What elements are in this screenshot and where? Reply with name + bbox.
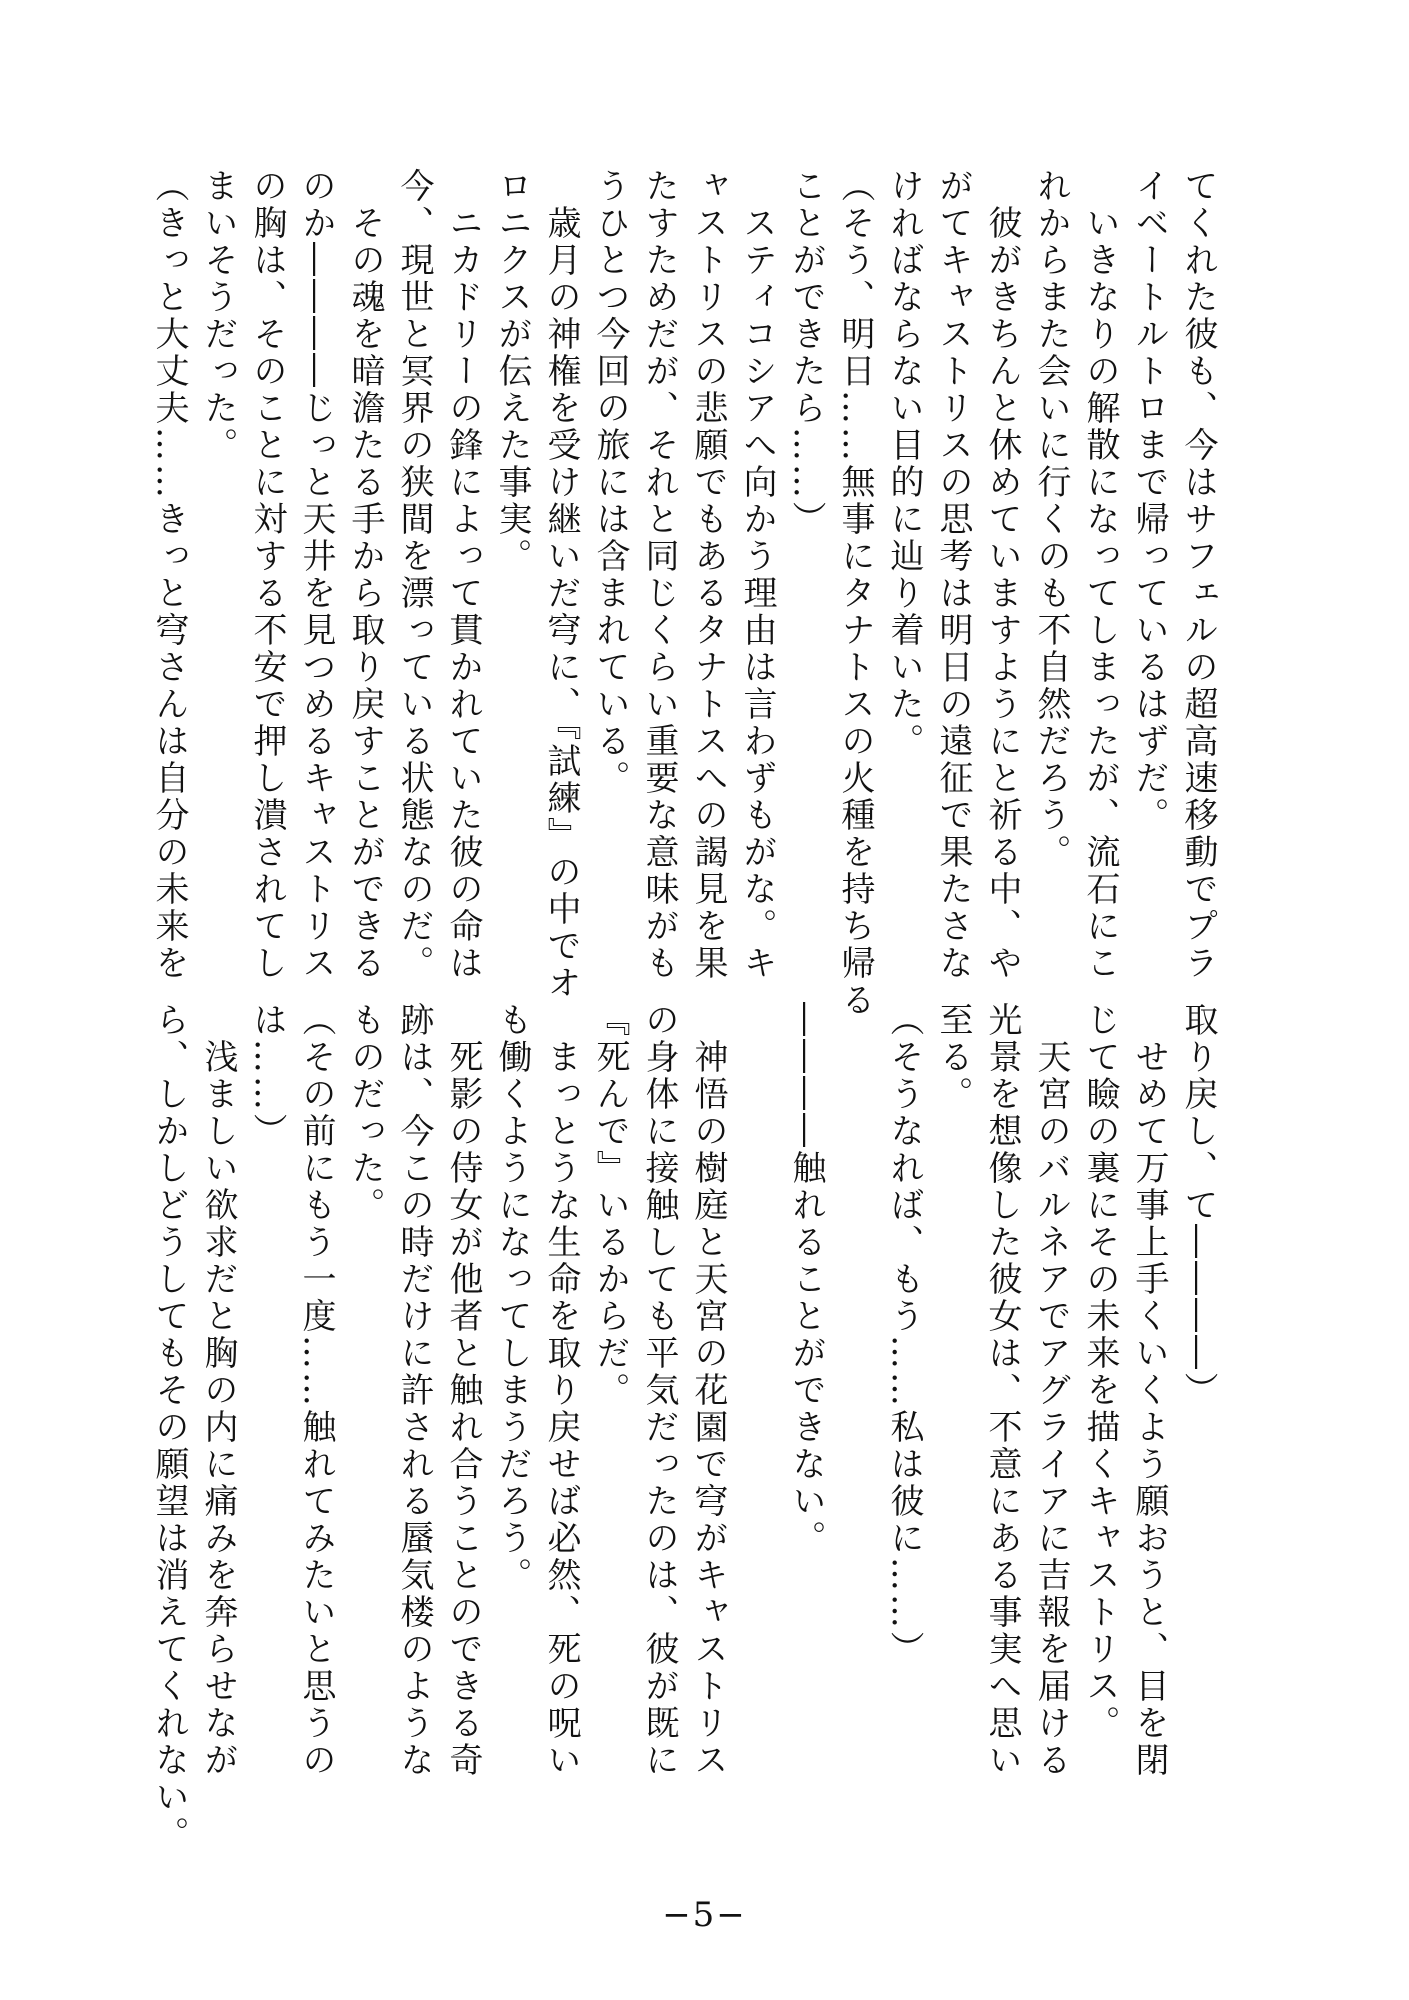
text-block-top bbox=[144, 168, 1222, 1019]
text-column: （その前にもう一度……触れてみたいと思うの bbox=[296, 1002, 336, 1779]
text-column: まっとうな生命を取り戻せば必然、死の呪い bbox=[541, 1002, 581, 1779]
text-column: （そうなれば、もう……私は彼に……） bbox=[884, 1002, 924, 1668]
text-column: たすためだが、それと同じくらい重要な意味がも bbox=[639, 168, 679, 982]
text-column: ことができたら……） bbox=[786, 168, 826, 538]
text-column: 歳月の神権を受け継いだ穹に、『試練』の中でオ bbox=[541, 168, 581, 1002]
text-column: のか――――じっと天井を見つめるキャストリス bbox=[296, 168, 336, 982]
text-column: せめて万事上手くいくよう願おうと、目を閉 bbox=[1129, 1002, 1169, 1779]
text-column: てくれた彼も、今はサフェルの超高速移動でプラ bbox=[1178, 168, 1218, 982]
text-column: ――――触れることができない。 bbox=[786, 1002, 826, 1557]
blank-column bbox=[732, 1002, 781, 1853]
text-column: ら、しかしどうしてもその願望は消えてくれない。 bbox=[149, 1002, 189, 1853]
text-column: 光景を想像した彼女は、不意にある事実へ思い bbox=[982, 1002, 1022, 1779]
text-column: ものだった。 bbox=[345, 1002, 385, 1224]
text-column: の身体に接触しても平気だったのは、彼が既に bbox=[639, 1002, 679, 1779]
text-column: その魂を暗澹たる手から取り戻すことができる bbox=[345, 168, 385, 982]
text-column: （そう、明日……無事にタナトスの火種を持ち帰る bbox=[835, 168, 875, 1019]
text-column: ニカドリーの鋒によって貫かれていた彼の命は bbox=[443, 168, 483, 982]
text-column: いきなりの解散になってしまったが、流石にこ bbox=[1080, 168, 1120, 982]
text-column: 彼がきちんと休めていますようにと祈る中、や bbox=[982, 168, 1022, 982]
text-column: は……） bbox=[247, 1002, 287, 1150]
text-column: 天宮のバルネアでアグライアに吉報を届ける bbox=[1031, 1002, 1071, 1779]
text-column: 跡は、今この時だけに許される蜃気楼のような bbox=[394, 1002, 434, 1779]
text-column: スティコシアへ向かう理由は言わずもがな。キ bbox=[737, 168, 777, 982]
text-column: 至る。 bbox=[933, 1002, 973, 1113]
text-column: イベートルトロまで帰っているはずだ。 bbox=[1129, 168, 1169, 834]
page-number: −5− bbox=[662, 1895, 747, 1935]
text-column: ければならない目的に辿り着いた。 bbox=[884, 168, 924, 760]
blank-column bbox=[830, 1002, 879, 1853]
text-column: 死影の侍女が他者と触れ合うことのできる奇 bbox=[443, 1002, 483, 1779]
text-column: ロニクスが伝えた事実。 bbox=[492, 168, 532, 575]
text-column: 今、現世と冥界の狭間を漂っている状態なのだ。 bbox=[394, 168, 434, 982]
text-column: れからまた会いに行くのも不自然だろう。 bbox=[1031, 168, 1071, 871]
text-column: 取り戻し、て――――） bbox=[1178, 1002, 1218, 1409]
text-column: がてキャストリスの思考は明日の遠征で果たさな bbox=[933, 168, 973, 982]
text-column: も働くようになってしまうだろう。 bbox=[492, 1002, 532, 1594]
text-column: 神悟の樹庭と天宮の花園で穹がキャストリス bbox=[688, 1002, 728, 1779]
text-column: ャストリスの悲願でもあるタナトスへの謁見を果 bbox=[688, 168, 728, 982]
text-block-bottom bbox=[144, 1002, 1222, 1853]
text-column: じて瞼の裏にその未来を描くキャストリス。 bbox=[1080, 1002, 1120, 1742]
text-column: の胸は、そのことに対する不安で押し潰されてし bbox=[247, 168, 287, 982]
text-column: 浅ましい欲求だと胸の内に痛みを奔らせなが bbox=[198, 1002, 238, 1779]
text-column: （きっと大丈夫……きっと穹さんは自分の未来を bbox=[149, 168, 189, 982]
text-column: まいそうだった。 bbox=[198, 168, 238, 464]
text-column: うひとつ今回の旅には含まれている。 bbox=[590, 168, 630, 797]
text-column: 『死んで』いるからだ。 bbox=[590, 1002, 630, 1409]
